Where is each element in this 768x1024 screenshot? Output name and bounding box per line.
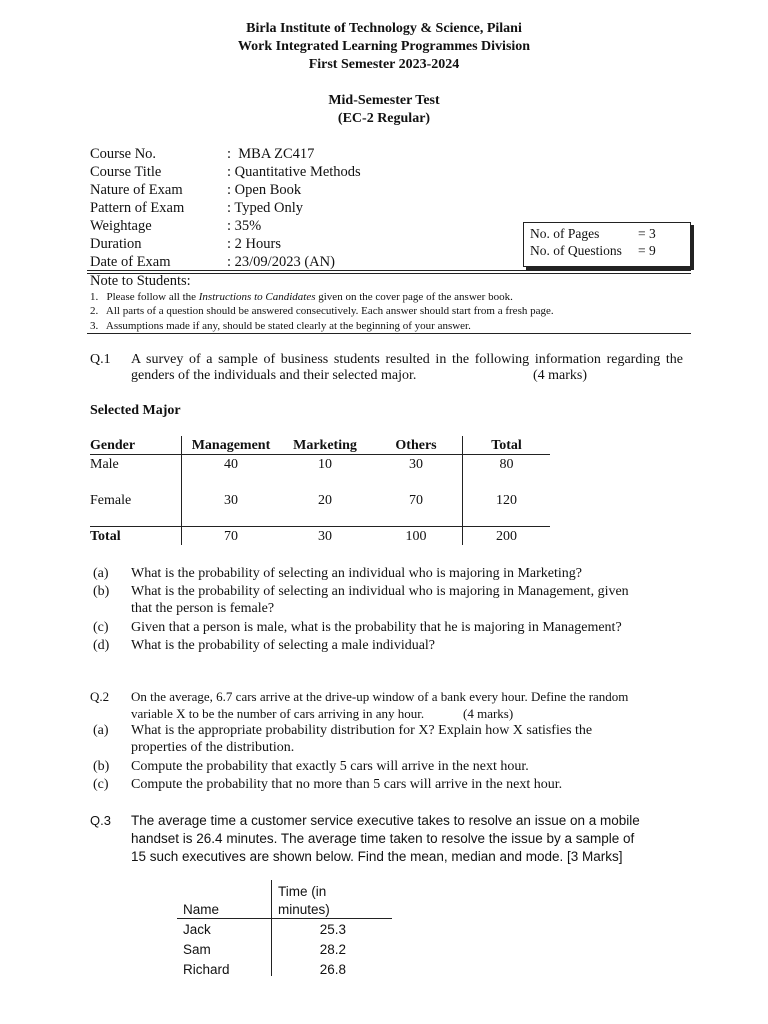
table-header: Name <box>183 902 220 917</box>
table-header: Gender <box>90 438 136 453</box>
note-item: 3. Assumptions made if any, should be stated clearly at the beginning of your answer. <box>90 320 471 332</box>
field-value: : 35% <box>227 218 262 234</box>
table-cell: 28.2 <box>319 942 346 957</box>
field-label: Pattern of Exam <box>90 200 185 216</box>
institute-name: Birla Institute of Technology & Science, Pilani <box>246 21 522 36</box>
q1-text: A survey of a sample of business students resulted in the following information regarding the <box>131 352 683 367</box>
field-value: : Open Book <box>227 182 302 198</box>
part-text: What is the appropriate probability distribution for X? Explain how X satisfies the <box>131 723 593 738</box>
questions-label: No. of Questions <box>530 243 622 258</box>
part-text: Given that a person is male, what is the probability that he is majoring in Management? <box>131 620 622 635</box>
table-cell: 30 <box>409 457 423 472</box>
table-cell: 25.3 <box>319 922 346 937</box>
divider <box>87 333 691 334</box>
table-header: Others <box>395 438 437 453</box>
divider <box>87 270 691 271</box>
notes-title: Note to Students: <box>90 273 191 289</box>
field-label: Nature of Exam <box>90 182 183 198</box>
field-value: : Quantitative Methods <box>227 164 361 180</box>
q1-marks: (4 marks) <box>533 368 588 383</box>
table-rule <box>181 436 182 545</box>
field-label: Weightage <box>90 218 152 234</box>
table-cell: 30 <box>318 529 332 544</box>
field-value: : MBA ZC417 <box>227 146 315 162</box>
q1-text: genders of the individuals and their selected major. <box>131 368 417 383</box>
q3-text: handset is 26.4 minutes. The average time taken to resolve the issue by a sample of <box>131 831 635 846</box>
table-cell: Richard <box>183 962 230 977</box>
table-header: Marketing <box>293 438 357 453</box>
field-label: Course No. <box>90 146 157 162</box>
table-row-label: Male <box>90 457 119 472</box>
field-value: : 23/09/2023 (AN) <box>227 254 335 270</box>
table-cell: 40 <box>224 457 238 472</box>
q1-number: Q.1 <box>90 352 111 367</box>
field-label: Course Title <box>90 164 162 180</box>
part-text: Compute the probability that no more than 5 cars will arrive in the next hour. <box>131 777 563 792</box>
field-value: : Typed Only <box>227 200 304 216</box>
field-label: Date of Exam <box>90 254 171 270</box>
table-cell: 120 <box>496 493 517 508</box>
table-row-label: Total <box>90 529 121 544</box>
table-header: minutes) <box>278 902 330 917</box>
test-subtitle: (EC-2 Regular) <box>337 111 431 126</box>
part-text: What is the probability of selecting an individual who is majoring in Management, given <box>131 584 629 599</box>
q3-text: 15 such executives are shown below. Find the mean, median and mode. [3 Marks] <box>131 849 623 864</box>
part-label: (a) <box>93 566 109 581</box>
q2-text: On the average, 6.7 cars arrive at the drive-up window of a bank every hour. Define the random <box>131 689 629 704</box>
q2-marks: (4 marks) <box>463 706 514 721</box>
table-cell: 80 <box>499 457 514 472</box>
q2-text: variable X to be the number of cars arriving in any hour. <box>131 706 425 721</box>
table-cell: 10 <box>318 457 332 472</box>
part-text: What is the probability of selecting a male individual? <box>131 638 436 653</box>
part-text: properties of the distribution. <box>131 740 295 755</box>
table-cell: Jack <box>183 922 211 937</box>
table-rule <box>90 454 550 455</box>
part-label: (b) <box>93 759 110 774</box>
table-rule <box>90 526 550 527</box>
q3-text: The average time a customer service executive takes to resolve an issue on a mobile <box>131 813 640 828</box>
table-row-label: Female <box>90 493 132 508</box>
table-cell: 26.8 <box>319 962 346 977</box>
field-value: : 2 Hours <box>227 236 281 252</box>
part-text: What is the probability of selecting an individual who is majoring in Marketing? <box>131 566 583 581</box>
exam-info-box <box>523 222 691 267</box>
table-header: Time (in <box>278 884 327 899</box>
table-cell: 70 <box>224 529 238 544</box>
table-cell: 70 <box>409 493 423 508</box>
q3-number: Q.3 <box>90 813 111 828</box>
pages-label: No. of Pages <box>530 226 600 241</box>
questions-value: = 9 <box>638 243 656 258</box>
part-label: (c) <box>93 777 109 792</box>
table-rule <box>177 918 392 919</box>
pages-value: = 3 <box>638 226 656 241</box>
note-item: 1. Please follow all the Instructions to Candidates given on the cover page of the answer book. <box>90 291 513 303</box>
note-item: 2. All parts of a question should be answered consecutively. Each answer should start from a fresh page. <box>90 305 554 317</box>
division-name: Work Integrated Learning Programmes Division <box>237 39 531 54</box>
table-cell: 200 <box>496 529 517 544</box>
table-cell: 30 <box>224 493 238 508</box>
table-rule <box>462 436 463 545</box>
part-text: Compute the probability that exactly 5 cars will arrive in the next hour. <box>131 759 529 774</box>
q2-number: Q.2 <box>90 689 110 704</box>
table-cell: 100 <box>405 529 427 544</box>
table-cell: 20 <box>318 493 332 508</box>
test-title: Mid-Semester Test <box>328 93 440 108</box>
part-label: (a) <box>93 723 109 738</box>
table-rule <box>271 880 272 976</box>
part-label: (b) <box>93 584 110 599</box>
table-header: Total <box>491 438 522 453</box>
field-label: Duration <box>90 236 142 252</box>
part-label: (c) <box>93 620 109 635</box>
semester-name: First Semester 2023-2024 <box>308 57 460 72</box>
table-cell: Sam <box>183 942 211 957</box>
part-text: that the person is female? <box>131 601 275 616</box>
table-caption: Selected Major <box>90 403 181 418</box>
part-label: (d) <box>93 638 110 653</box>
table-header: Management <box>191 438 271 453</box>
